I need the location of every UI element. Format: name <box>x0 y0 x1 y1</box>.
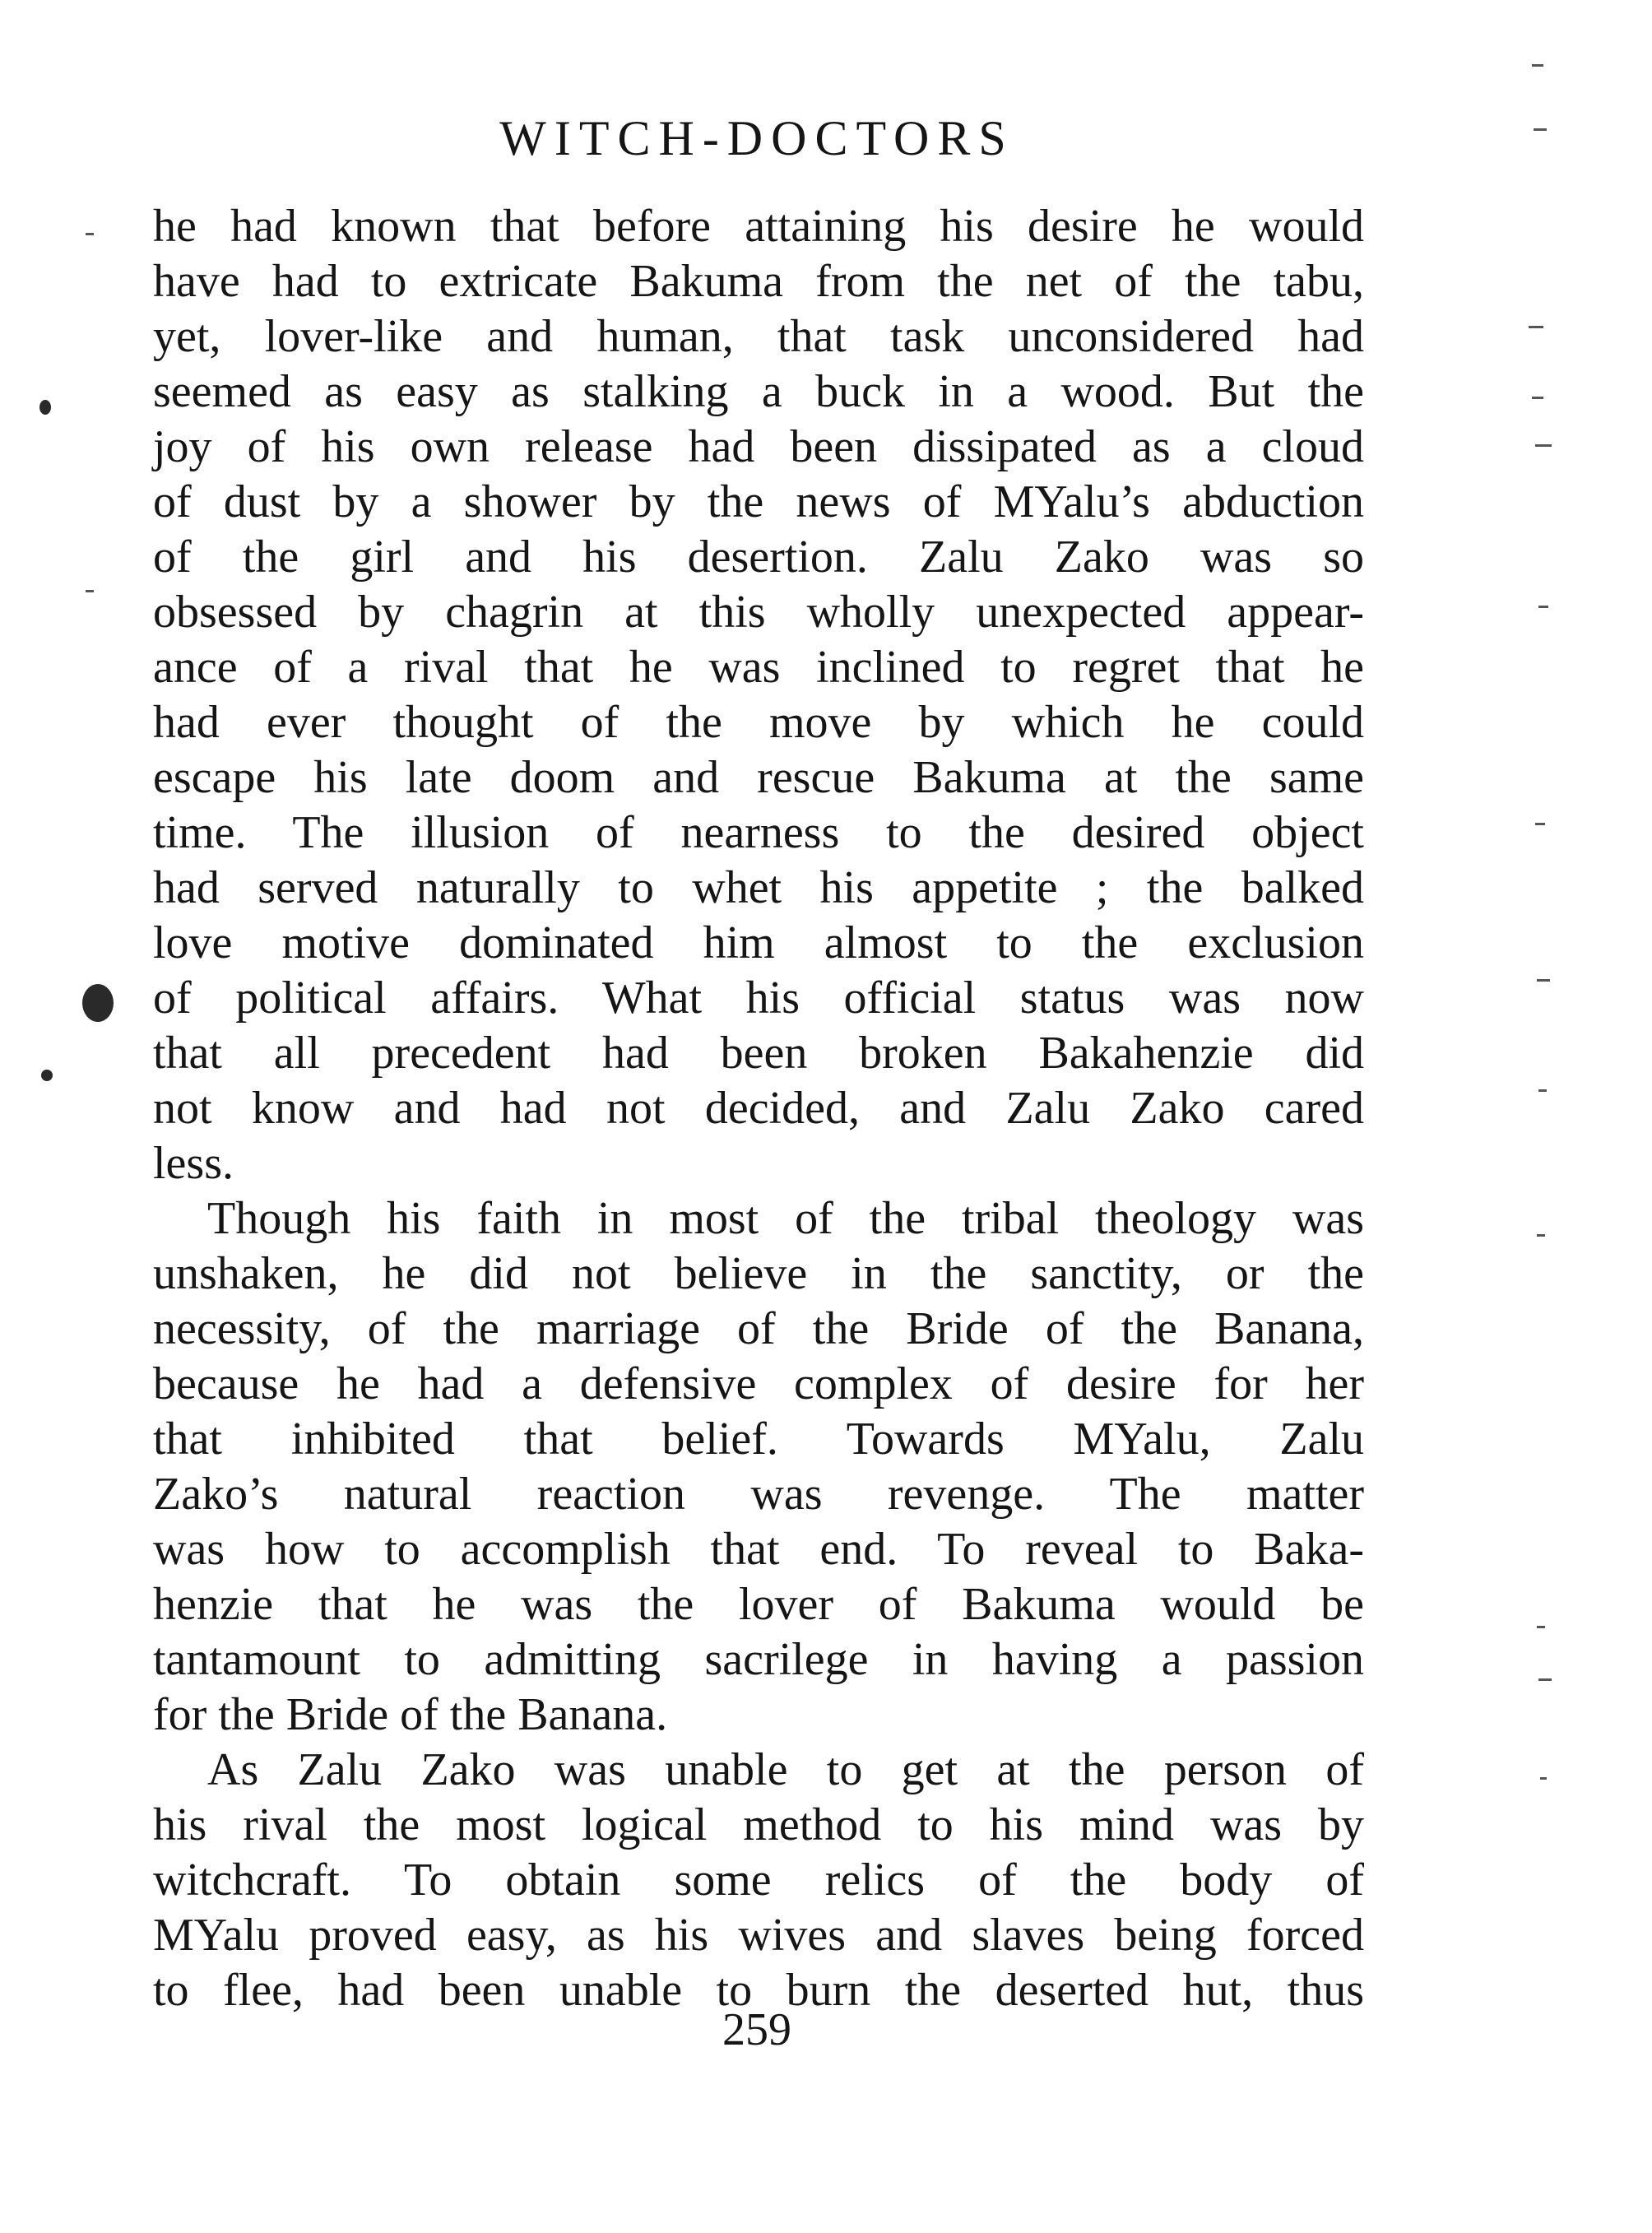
text-line: As Zalu Zako was unable to get at the person of <box>207 1744 1364 1795</box>
margin-mark <box>1537 979 1550 982</box>
text-line: of political affairs. What his official status was now <box>153 973 1364 1024</box>
text-line: not know and had not decided, and Zalu Zako cared <box>153 1083 1364 1134</box>
text-line: he had known that before attaining his desire he would <box>153 201 1364 252</box>
paragraph-1 <box>153 199 1364 1191</box>
ink-speck <box>41 1070 53 1081</box>
text-line: Zako’s natural reaction was revenge. The matter <box>153 1469 1364 1520</box>
margin-mark <box>1532 397 1543 399</box>
text-line: seemed as easy as stalking a buck in a wood. But the <box>153 366 1364 417</box>
ink-speck <box>39 400 51 415</box>
margin-mark <box>1537 1626 1545 1628</box>
body-text <box>153 199 1364 2018</box>
text-line: his rival the most logical method to his mind was by <box>153 1799 1364 1850</box>
text-line: love motive dominated him almost to the exclusion <box>153 917 1364 968</box>
margin-mark <box>1535 823 1545 825</box>
text-line: joy of his own release had been dissipated as a cloud <box>153 421 1364 472</box>
ink-blot <box>82 984 114 1022</box>
margin-mark <box>1538 606 1548 608</box>
text-line: time. The illusion of nearness to the desired object <box>153 807 1364 858</box>
text-line: necessity, of the marriage of the Bride of the Banana, <box>153 1303 1364 1354</box>
text-line: obsessed by chagrin at this wholly unexpected appear- <box>153 587 1364 638</box>
text-line: yet, lover-like and human, that task unconsidered had <box>153 311 1364 362</box>
text-line: ance of a rival that he was inclined to regret that he <box>153 642 1364 693</box>
text-line: henzie that he was the lover of Bakuma would be <box>153 1579 1364 1630</box>
text-line: tantamount to admitting sacrilege in having a passion <box>153 1634 1364 1685</box>
margin-mark <box>1534 128 1547 131</box>
text-line: escape his late doom and rescue Bakuma at the same <box>153 752 1364 803</box>
margin-mark <box>1537 1234 1545 1237</box>
text-line: have had to extricate Bakuma from the net of the tabu, <box>153 256 1364 307</box>
margin-mark <box>1538 1678 1552 1681</box>
text-line: less. <box>153 1138 234 1189</box>
page-number: 259 <box>722 2004 791 2055</box>
running-head: WITCH-DOCTORS <box>499 111 1014 165</box>
margin-mark <box>1535 444 1552 447</box>
margin-mark <box>86 233 94 235</box>
paragraph-2 <box>153 1191 1364 1743</box>
text-line: because he had a defensive complex of desire for her <box>153 1358 1364 1409</box>
text-line: witchcraft. To obtain some relics of the body of <box>153 1855 1364 1906</box>
text-line: MYalu proved easy, as his wives and slaves being forced <box>153 1910 1364 1961</box>
text-line: that all precedent had been broken Bakahenzie did <box>153 1028 1364 1079</box>
text-line: of the girl and his desertion. Zalu Zako was so <box>153 532 1364 583</box>
margin-mark <box>86 590 94 592</box>
text-line: was how to accomplish that end. To reveal to Baka- <box>153 1524 1364 1575</box>
text-line: had served naturally to whet his appetite ; the balked <box>153 862 1364 913</box>
paragraph-3 <box>153 1743 1364 2018</box>
margin-mark <box>1529 326 1543 328</box>
text-line: had ever thought of the move by which he could <box>153 697 1364 748</box>
text-line: that inhibited that belief. Towards MYalu, Zalu <box>153 1414 1364 1465</box>
text-line: of dust by a shower by the news of MYalu’s abduction <box>153 476 1364 527</box>
text-line: Though his faith in most of the tribal theology was <box>207 1193 1364 1244</box>
text-line: unshaken, he did not believe in the sanctity, or the <box>153 1248 1364 1299</box>
margin-mark <box>1540 1777 1547 1780</box>
margin-mark <box>1538 1089 1547 1092</box>
text-line: for the Bride of the Banana. <box>153 1689 668 1740</box>
margin-mark <box>1532 64 1543 67</box>
text-line: to flee, had been unable to burn the deserted hut, thus <box>153 1965 1364 2016</box>
